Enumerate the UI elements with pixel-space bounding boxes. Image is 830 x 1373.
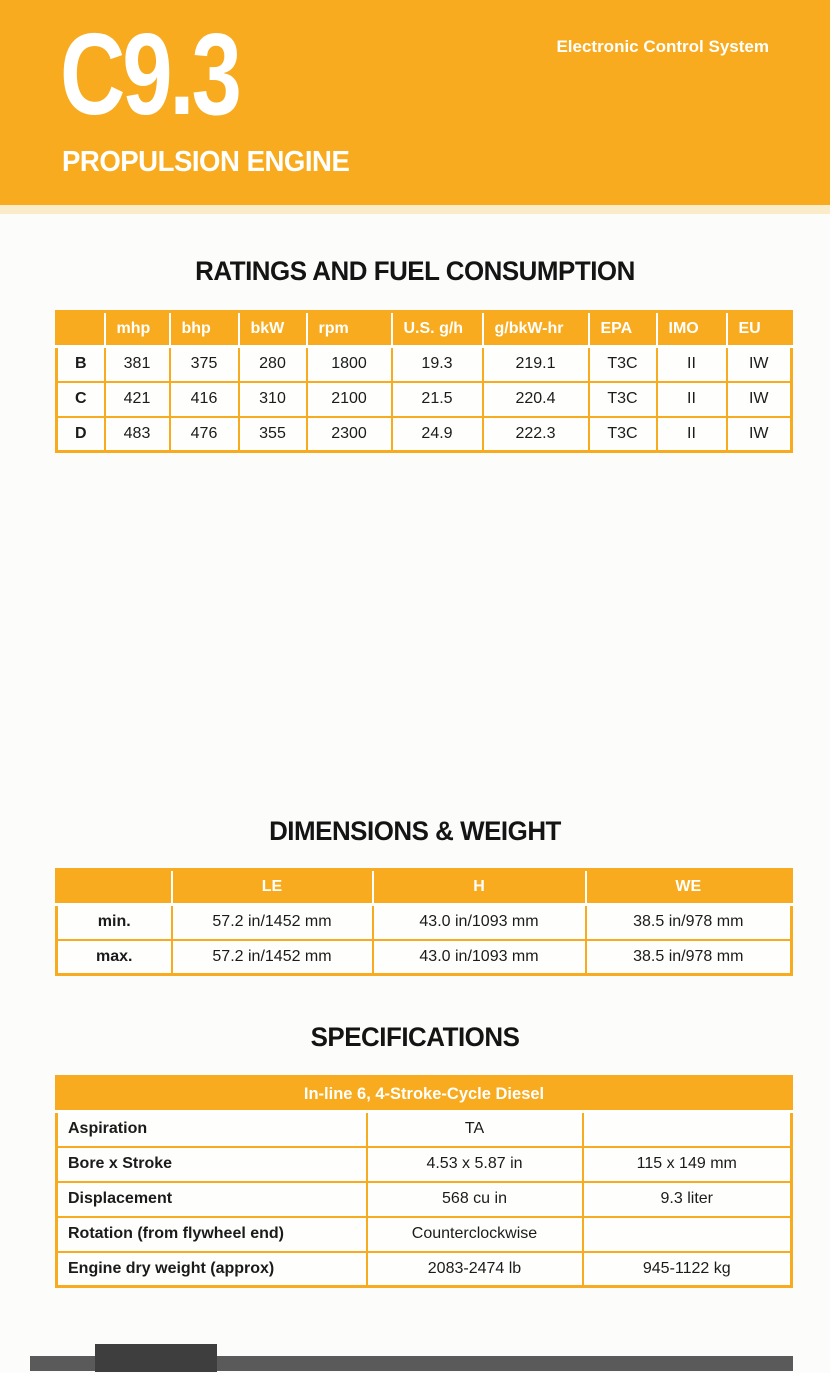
specs-body [57, 1112, 792, 1287]
spec-value-primary: TA [367, 1112, 583, 1147]
ratings-value-cell: 310 [239, 382, 307, 417]
ratings-value-cell: 2300 [307, 417, 392, 452]
ratings-value-cell: 219.1 [483, 347, 589, 382]
spec-value-primary: 2083-2474 lb [367, 1252, 583, 1287]
ratings-column-header: g/bkW-hr [483, 312, 589, 347]
ratings-value-cell: 1800 [307, 347, 392, 382]
spec-value-metric [583, 1217, 792, 1252]
spec-row [57, 1112, 792, 1147]
ratings-value-cell: 222.3 [483, 417, 589, 452]
specifications-table [55, 1075, 793, 1288]
engine-type-header: In-line 6, 4-Stroke-Cycle Diesel [57, 1077, 792, 1112]
spec-value-primary: 568 cu in [367, 1182, 583, 1217]
ratings-column-header: IMO [657, 312, 727, 347]
ratings-column-header: rpm [307, 312, 392, 347]
ratings-row-label: C [57, 382, 105, 417]
spec-value-metric: 945-1122 kg [583, 1252, 792, 1287]
dimensions-body [57, 905, 792, 975]
dimensions-section-title: DIMENSIONS & WEIGHT [269, 816, 561, 846]
ratings-section-title: RATINGS AND FUEL CONSUMPTION [195, 256, 635, 286]
ratings-value-cell: 19.3 [392, 347, 483, 382]
ratings-corner-cell [57, 312, 105, 347]
ratings-column-header: bkW [239, 312, 307, 347]
dimensions-row-label: min. [57, 905, 172, 940]
ratings-value-cell: II [657, 382, 727, 417]
dimensions-column-header: H [373, 870, 586, 905]
spec-label: Bore x Stroke [57, 1147, 367, 1182]
ratings-column-header: mhp [105, 312, 170, 347]
ratings-header-row [57, 312, 792, 347]
dimensions-value-cell: 57.2 in/1452 mm [172, 905, 373, 940]
ratings-value-cell: IW [727, 347, 792, 382]
cat-logo-mark-icon [95, 1344, 217, 1372]
ratings-body [57, 347, 792, 452]
ratings-value-cell: 280 [239, 347, 307, 382]
ratings-value-cell: 21.5 [392, 382, 483, 417]
dimensions-value-cell: 38.5 in/978 mm [586, 905, 792, 940]
specs-section-title: SPECIFICATIONS [310, 1022, 520, 1052]
spec-value-metric: 9.3 liter [583, 1182, 792, 1217]
spec-row [57, 1182, 792, 1217]
dimensions-header-row [57, 870, 792, 905]
dimensions-column-header: WE [586, 870, 792, 905]
ratings-value-cell: T3C [589, 347, 657, 382]
spec-label: Aspiration [57, 1112, 367, 1147]
ratings-value-cell: 220.4 [483, 382, 589, 417]
spec-label: Displacement [57, 1182, 367, 1217]
ratings-column-header: bhp [170, 312, 239, 347]
ratings-value-cell: 2100 [307, 382, 392, 417]
ratings-value-cell: 476 [170, 417, 239, 452]
spec-value-primary: Counterclockwise [367, 1217, 583, 1252]
specs-header-row [57, 1077, 792, 1112]
spec-value-metric [583, 1112, 792, 1147]
spec-label: Engine dry weight (approx) [57, 1252, 367, 1287]
dimensions-row [57, 940, 792, 975]
ratings-value-cell: 24.9 [392, 417, 483, 452]
ratings-value-cell: 381 [105, 347, 170, 382]
spec-row [57, 1252, 792, 1287]
dimensions-column-header: LE [172, 870, 373, 905]
ratings-row [57, 382, 792, 417]
dimensions-value-cell: 38.5 in/978 mm [586, 940, 792, 975]
ratings-value-cell: 375 [170, 347, 239, 382]
banner-bottom-strip [0, 205, 830, 214]
ratings-value-cell: IW [727, 382, 792, 417]
ratings-value-cell: IW [727, 417, 792, 452]
ratings-value-cell: T3C [589, 382, 657, 417]
spec-value-metric: 115 x 149 mm [583, 1147, 792, 1182]
ratings-column-header: EPA [589, 312, 657, 347]
dimensions-row-label: max. [57, 940, 172, 975]
dimensions-value-cell: 57.2 in/1452 mm [172, 940, 373, 975]
dimensions-value-cell: 43.0 in/1093 mm [373, 940, 586, 975]
ratings-row [57, 347, 792, 382]
control-system-label: Electronic Control System [556, 37, 769, 56]
ratings-row [57, 417, 792, 452]
ratings-value-cell: T3C [589, 417, 657, 452]
dimensions-table [55, 868, 793, 976]
ratings-value-cell: 483 [105, 417, 170, 452]
ratings-value-cell: II [657, 417, 727, 452]
product-line-subtitle: PROPULSION ENGINE [62, 146, 350, 178]
ratings-row-label: B [57, 347, 105, 382]
dimensions-corner-cell [57, 870, 172, 905]
engine-model-title: C9.3 [60, 9, 239, 139]
ratings-value-cell: 421 [105, 382, 170, 417]
ratings-value-cell: II [657, 347, 727, 382]
ratings-row-label: D [57, 417, 105, 452]
ratings-column-header: EU [727, 312, 792, 347]
ratings-value-cell: 355 [239, 417, 307, 452]
header-banner [0, 0, 830, 205]
spec-row [57, 1147, 792, 1182]
ratings-table [55, 310, 793, 453]
dimensions-row [57, 905, 792, 940]
spec-row [57, 1217, 792, 1252]
dimensions-value-cell: 43.0 in/1093 mm [373, 905, 586, 940]
ratings-column-header: U.S. g/h [392, 312, 483, 347]
spec-value-primary: 4.53 x 5.87 in [367, 1147, 583, 1182]
spec-label: Rotation (from flywheel end) [57, 1217, 367, 1252]
ratings-value-cell: 416 [170, 382, 239, 417]
